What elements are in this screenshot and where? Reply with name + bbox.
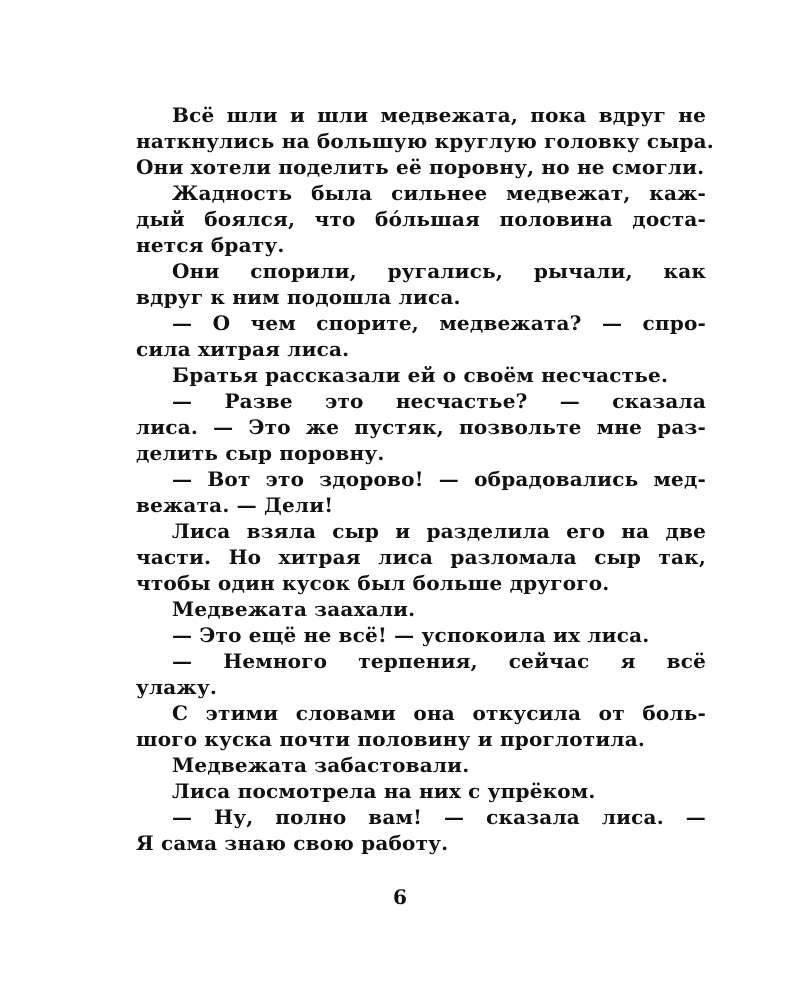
text-line: шого куска почти половину и проглотила. — [136, 727, 646, 751]
text-line: Я сама знаю свою работу. — [136, 831, 449, 855]
text-line: Они хотели поделить её поровну, но не смогли. — [136, 155, 705, 179]
text-line: дый боялся, что бóльшая половина доста- — [136, 207, 706, 231]
text-line: — Разве это несчастье? — сказала — [172, 389, 706, 413]
text-line: Медвежата заахали. — [172, 597, 416, 621]
text-line: Лиса посмотрела на них с упрёком. — [172, 779, 596, 803]
text-line: — Вот это здорово! — обрадовались мед- — [172, 467, 706, 491]
text-line: нется брату. — [136, 233, 285, 257]
text-line: чтобы один кусок был больше другого. — [136, 571, 610, 595]
text-line: Они спорили, ругались, рычали, как — [172, 259, 706, 283]
story-text — [136, 102, 714, 856]
text-line: — Это ещё не всё! — успокоила их лиса. — [172, 623, 650, 647]
text-line: делить сыр поровну. — [136, 441, 385, 465]
text-line: — Ну, полно вам! — сказала лиса. — — [172, 805, 706, 829]
text-line: Братья рассказали ей о своём несчастье. — [172, 363, 669, 387]
text-line: — О чем спорите, медвежата? — спро- — [172, 311, 706, 335]
page-number: 6 — [393, 885, 407, 909]
text-line: — Немного терпения, сейчас я всё — [172, 649, 706, 673]
text-line: части. Но хитрая лиса разломала сыр так, — [136, 545, 706, 569]
text-line: С этими словами она откусила от боль- — [172, 701, 706, 725]
text-line: Медвежата забастовали. — [172, 753, 470, 777]
text-line: Лиса взяла сыр и разделила его на две — [172, 519, 706, 543]
text-line: вежата. — Дели! — [136, 493, 334, 517]
text-line: наткнулись на большую круглую головку сыра. — [136, 129, 714, 153]
text-line: сила хитрая лиса. — [136, 337, 350, 361]
text-line: улажу. — [136, 675, 218, 699]
text-line: вдруг к ним подошла лиса. — [136, 285, 461, 309]
text-line: Всё шли и шли медвежата, пока вдруг не — [172, 103, 706, 127]
text-line: Жадность была сильнее медвежат, каж- — [172, 181, 706, 205]
text-line: лиса. — Это же пустяк, позвольте мне раз- — [136, 415, 706, 439]
